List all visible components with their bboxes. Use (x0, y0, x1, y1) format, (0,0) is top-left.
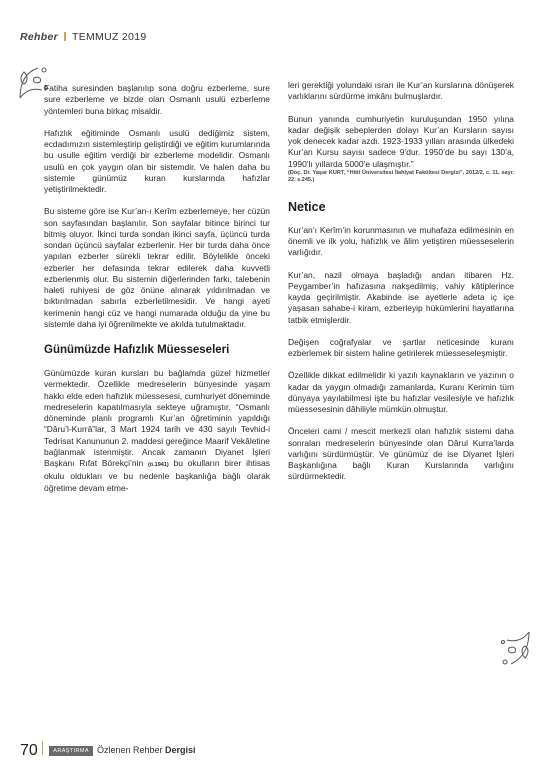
page-footer (20, 741, 196, 760)
footer-separator (42, 741, 44, 755)
paragraph (44, 368, 270, 494)
section-tag: ARAŞTIRMA (49, 746, 93, 756)
death-year-note: (ö.1941) (147, 462, 169, 468)
paragraph (288, 114, 514, 185)
header-issue: TEMMUZ 2019 (71, 31, 147, 43)
paragraph: Özellikle dikkat edilmelidir ki yazılı kaynakların ve yazının o kadar da yaygın olmadığı zamanlarda, Kuranı Kerimin tüm dünyaya yayılabilmesi işte bu hafızlar vesilesiyle ve hafızlık müessesesinin dâhiliyle mümkün olmuştur. (288, 370, 514, 414)
paragraph-text: bu okulların birer ihtisas okulu oldukları ve bu nedenle başkanlığa bağlı olarak öğretime devam etme- (44, 458, 270, 493)
paragraph: Bu sisteme göre ise Kur’an-ı Kerîm ezberlemeye, her cüzün son sayfasından başlanılır. Son sayfalar bitince birinci tur bitmiş oluyor. İkinci turda sondan ikinci sayfa, üçüncü turda sondan üçüncü sayfalar ezberlenir. Her bir turda daha önce yapılan ezberler sürekli tekrar edilir. Böylelikle önceki ezberler her defasında tekrar edilerek daha kuvvetli ezberlenmiş olur. Bu sistemin diğerlerinden farkı, talebenin haleti ruhiyesi de göz önüne alınarak yıldırılmadan ve bıktırılmadan sabırla ezberletilmesidir. Ve hangi ayeti kerimenin hangi cüz ve hangi numarada olduğu da yine bu sistemle daha iyi öğrenilmekte ve akılda tutulmaktadır. (44, 206, 270, 329)
paragraph: Kur’an, nazil olmaya başladığı andan itibaren Hz. Peygamber’in hafızasına nakşedilmiş, vahiy kâtiplerince kayda geçirilmiştir. Akabinde ise ayetlerle adeta iç içe yaşasan sahabe-i kiram, ezberleyip hükümlerini hayatlarına tatbik etmişlerdir. (288, 269, 514, 325)
magazine-name: Dergisi (165, 745, 196, 755)
section-heading: Günümüzde Hafızlık Müesseseleri (44, 344, 230, 356)
right-column (288, 80, 514, 494)
paragraph: Önceleri cami / mescit merkezli olan hafızlık sistemi daha sonraları medreselerin bünyesinde olan Dârul Kurra’larda varlığını sürdürmüştür. Ve günümüz de ise Diyanet İşleri Başkanlığına bağlı Kuran Kurslarında varlığını sürdürmektedir. (288, 426, 514, 482)
paragraph: Hafızlık eğitiminde Osmanlı usulü dediğimiz sistem, ecdadımızın sistemleştirip geliştirdiği ve eğitim kurumlarında bu usulle eğitim verdiği bir ezberleme modelidir. Osmanlı usulü en çok yaygın olan bir sistemdir. Ve halen daha bu sistemle günümüz kuran kurslarında hafızlar yetiştirilmektedir. (44, 127, 270, 194)
paragraph: leri gerektiği yolundaki ısrarı ile Kur’an kurslarına dönüşerek varlıklarını sürdürme imkânı bulmuşlardır. (288, 80, 514, 102)
source-citation: (Doç. Dr. Yaşar KURT, “Hitit Üniversitesi İlahiyat Fakültesi Dergisi”, 2012/2, c. 11, sayı: 22, s.245.) (288, 169, 514, 184)
section-heading: Netice (288, 199, 326, 214)
paragraph: Fatiha suresinden başlanılıp sona doğru ezberleme, sure sure ezberleme ve bizde olan Osmanlı usulü ezberleme yöntemleri buna birkaç misaldir. (44, 83, 270, 116)
corner-ornament-bottom-right-icon (497, 628, 533, 670)
magazine-title (97, 745, 196, 755)
running-header (20, 31, 146, 43)
header-separator (64, 32, 66, 41)
left-column (44, 83, 270, 505)
header-brand: Rehber (20, 31, 58, 43)
page-number: 70 (20, 742, 38, 759)
paragraph: Değişen coğrafyalar ve şartlar neticesinde kuranı ezberlemek bir sistem haline getirilerek müesseseleşmiştir. (288, 336, 514, 358)
paragraph-text: Günümüzde kuran kursları bu bağlamda güzel hizmetler vermektedir. Özellikle medreselerin bünyesinde yaşam hakkı elde eden hafızlık müessesesi, cumhuriyet döneminde medreselerin kapatılmasıyla sekteye uğramıştır. “Osmanlı döneminde planlı programlı Kur’an öğretiminin yapıldığı “Dâru’l-Kurrâ”lar, 3 Mart 1924 tarih ve 430 sayılı Tevhid-i Tedrisat Kanununun 2. maddesi gereğince Maarif Vekâletine bağlanmak istenmiştir. Ancak zamanın Diyanet İşleri Başkanı Rıfat Börekçi’nin (44, 368, 270, 468)
paragraph: Kur’an’ı Kerîm’in korunmasının ve muhafaza edilmesinin en önemli ve ilk yolu, hafızlık ve âlim yetiştiren müesseselerin varlığıdır. (288, 224, 514, 258)
magazine-prefix: Özlenen Rehber (96, 745, 163, 755)
paragraph-text: Bunun yanında cumhuriyetin kuruluşundan 1950 yılına kadar değişik sebeplerden dolayı Kur’an Kursların sayısı yok denecek kadar azdı. 1923-1933 yılları arasında ülkedeki Kur’an Kursu sayısı sadece 9’dur. 1950’de bu sayı 130’a, 1990’lı yıllarda 5000’e ulaşmıştır.” (288, 113, 514, 169)
